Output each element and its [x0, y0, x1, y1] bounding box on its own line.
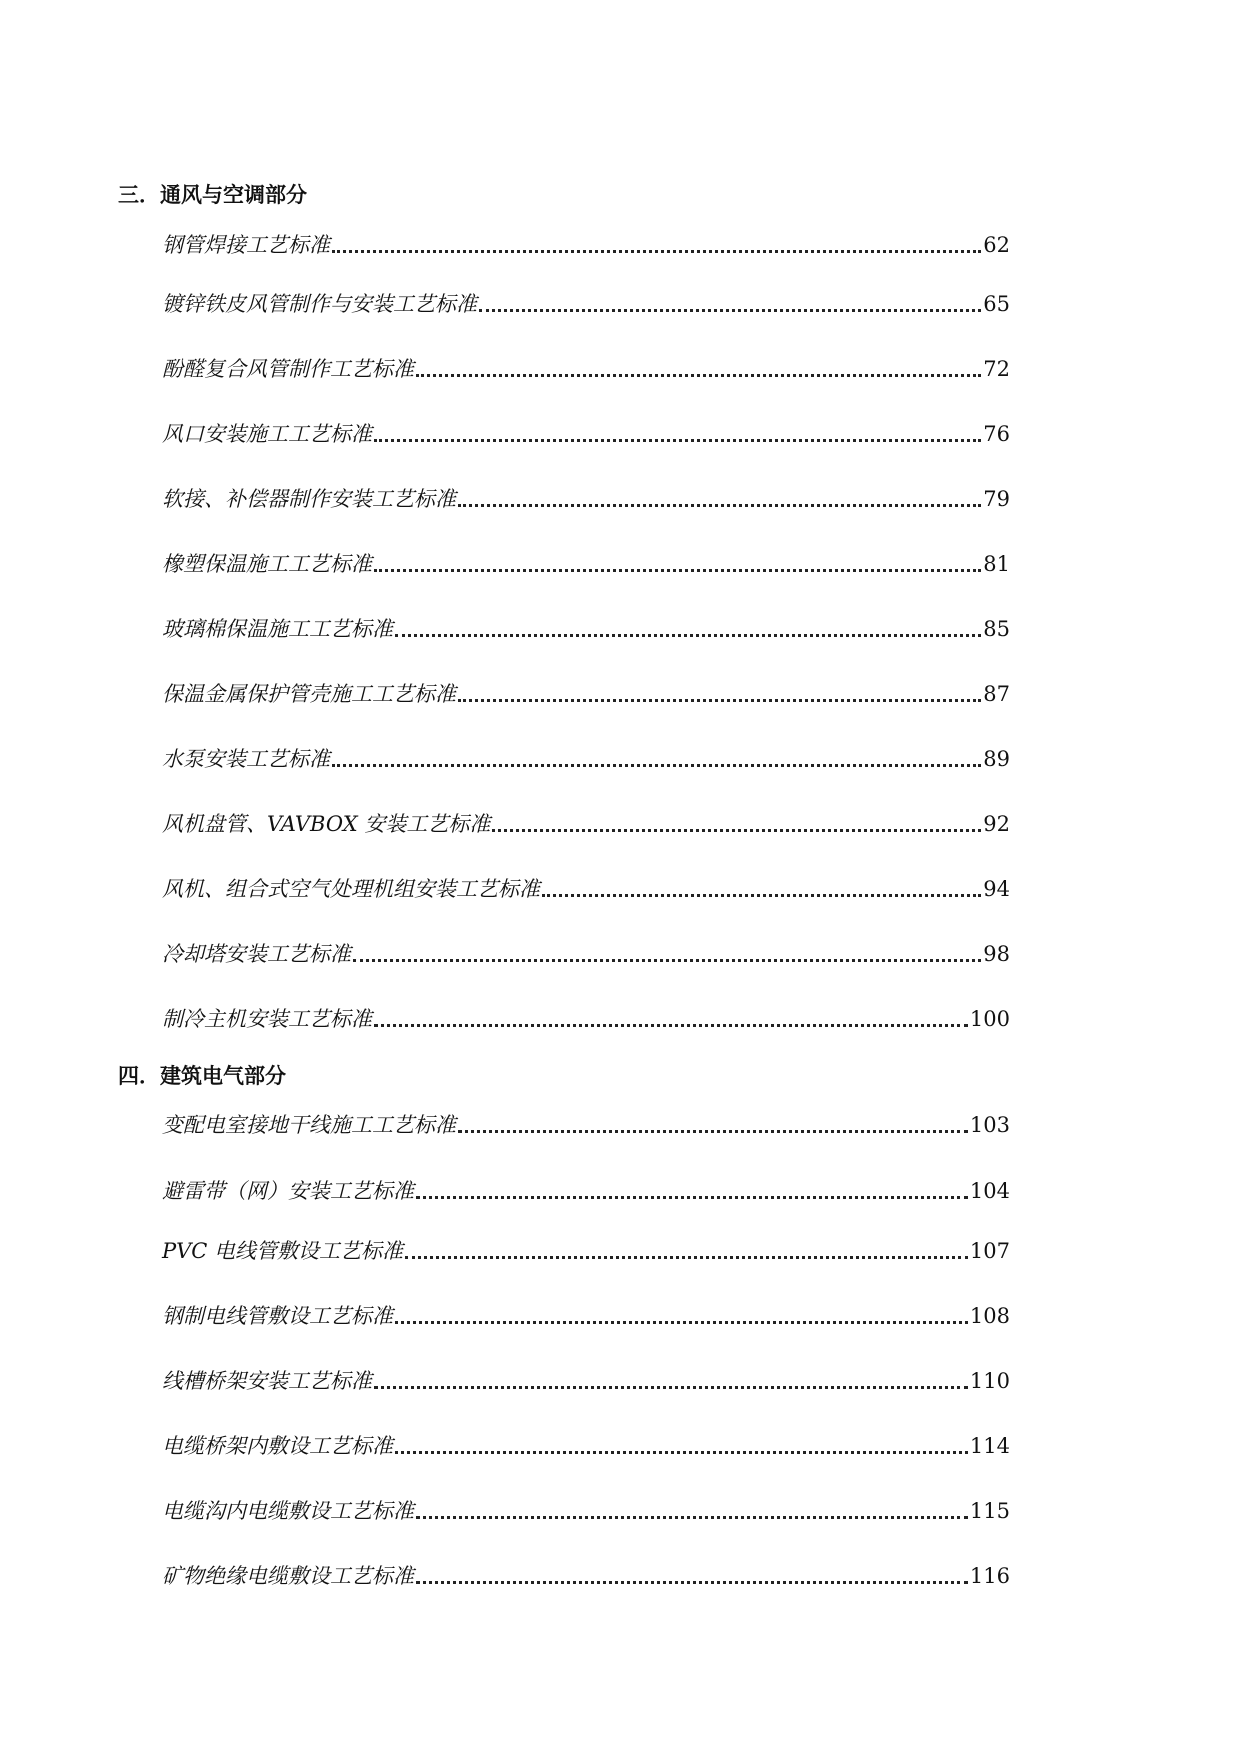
- toc-entry-page: 92: [983, 812, 1010, 836]
- toc-entry[interactable]: [162, 937, 1010, 969]
- toc-entry[interactable]: [162, 482, 1010, 514]
- toc-entry-page: 81: [983, 552, 1010, 576]
- section-heading: 四．建筑电气部分: [118, 1064, 286, 1088]
- toc-entry[interactable]: [162, 1299, 1010, 1331]
- toc-entry-page: 103: [969, 1113, 1010, 1137]
- toc-entry[interactable]: [162, 1494, 1010, 1526]
- toc-entry[interactable]: [162, 872, 1010, 904]
- toc-leader-dots: [458, 695, 981, 702]
- toc-leader-dots: [395, 1317, 968, 1324]
- toc-entry[interactable]: [162, 677, 1010, 709]
- toc-entry[interactable]: [162, 742, 1010, 774]
- toc-entry-page: 89: [983, 747, 1010, 771]
- toc-entry-page: 110: [969, 1369, 1010, 1393]
- section-hvac: [118, 180, 307, 210]
- toc-entry-title: 电缆沟内电缆敷设工艺标准: [162, 1499, 414, 1523]
- toc-entry-title: 避雷带（网）安装工艺标准: [162, 1179, 414, 1203]
- toc-entry-title: 电缆桥架内敷设工艺标准: [162, 1434, 393, 1458]
- toc-entry-page: 65: [983, 292, 1010, 316]
- toc-entry[interactable]: [162, 1429, 1010, 1461]
- toc-entry-title: 矿物绝缘电缆敷设工艺标准: [162, 1564, 414, 1588]
- toc-entry-page: 108: [969, 1304, 1010, 1328]
- toc-entry-title: 风口安装施工工艺标准: [162, 422, 372, 446]
- toc-entry-title: 风机盘管、VAVBOX 安装工艺标准: [162, 812, 491, 836]
- toc-leader-dots: [416, 1577, 968, 1584]
- toc-entry-page: 115: [969, 1499, 1010, 1523]
- toc-entry[interactable]: [162, 228, 1010, 260]
- toc-entry-page: 107: [969, 1239, 1010, 1263]
- toc-entry-title: 橡塑保温施工工艺标准: [162, 552, 372, 576]
- toc-entry-title: 软接、补偿器制作安装工艺标准: [162, 487, 456, 511]
- toc-entry-page: 94: [983, 877, 1010, 901]
- toc-leader-dots: [416, 370, 981, 377]
- toc-entry[interactable]: [162, 1364, 1010, 1396]
- toc-leader-dots: [492, 825, 981, 832]
- toc-entry-page: 85: [983, 617, 1010, 641]
- toc-leader-dots: [353, 955, 981, 962]
- toc-entry[interactable]: [162, 1108, 1010, 1140]
- toc-leader-dots: [458, 1126, 968, 1133]
- toc-entry-title: 钢制电线管敷设工艺标准: [162, 1304, 393, 1328]
- toc-entry-title: 风机、组合式空气处理机组安装工艺标准: [162, 877, 540, 901]
- section-heading: 三．通风与空调部分: [118, 183, 307, 207]
- toc-entry-page: 79: [983, 487, 1010, 511]
- toc-entry[interactable]: [162, 807, 1010, 839]
- toc-entry-page: 76: [983, 422, 1010, 446]
- toc-entry[interactable]: [162, 417, 1010, 449]
- toc-entry-title: 制冷主机安装工艺标准: [162, 1007, 372, 1031]
- toc-entry-page: 114: [969, 1434, 1010, 1458]
- toc-entry-page: 62: [983, 233, 1010, 257]
- toc-leader-dots: [395, 1447, 968, 1454]
- toc-leader-dots: [332, 760, 981, 767]
- toc-entry-title: 玻璃棉保温施工工艺标准: [162, 617, 393, 641]
- toc-entry[interactable]: [162, 1559, 1010, 1591]
- section-electrical: [118, 1061, 286, 1091]
- toc-entry-title: 镀锌铁皮风管制作与安装工艺标准: [162, 292, 477, 316]
- toc-leader-dots: [332, 246, 981, 253]
- toc-entry[interactable]: [162, 1174, 1010, 1206]
- toc-leader-dots: [374, 1020, 968, 1027]
- toc-entry[interactable]: [162, 1002, 1010, 1034]
- toc-entry-title: 冷却塔安装工艺标准: [162, 942, 351, 966]
- toc-entry[interactable]: [162, 1234, 1010, 1266]
- toc-entry-title: 保温金属保护管壳施工工艺标准: [162, 682, 456, 706]
- toc-entry-page: 87: [983, 682, 1010, 706]
- toc-entry-title: 线槽桥架安装工艺标准: [162, 1369, 372, 1393]
- toc-leader-dots: [479, 305, 981, 312]
- toc-leader-dots: [416, 1512, 968, 1519]
- toc-entry-page: 104: [969, 1179, 1010, 1203]
- toc-entry[interactable]: [162, 612, 1010, 644]
- toc-entry[interactable]: [162, 547, 1010, 579]
- toc-entry-page: 72: [983, 357, 1010, 381]
- toc-entry-title: 酚醛复合风管制作工艺标准: [162, 357, 414, 381]
- toc-leader-dots: [374, 435, 981, 442]
- toc-entry-title: 变配电室接地干线施工工艺标准: [162, 1113, 456, 1137]
- toc-entry-title: 水泵安装工艺标准: [162, 747, 330, 771]
- toc-leader-dots: [405, 1252, 968, 1259]
- toc-leader-dots: [416, 1192, 968, 1199]
- toc-leader-dots: [374, 565, 981, 572]
- toc-entry[interactable]: [162, 352, 1010, 384]
- toc-leader-dots: [374, 1382, 968, 1389]
- toc-entry-page: 116: [969, 1564, 1010, 1588]
- toc-entry-page: 98: [983, 942, 1010, 966]
- toc-leader-dots: [395, 630, 981, 637]
- toc-entry-title: 钢管焊接工艺标准: [162, 233, 330, 257]
- toc-leader-dots: [458, 500, 981, 507]
- toc-entry-page: 100: [969, 1007, 1010, 1031]
- toc-entry[interactable]: [162, 287, 1010, 319]
- toc-leader-dots: [542, 890, 981, 897]
- toc-entry-title: PVC 电线管敷设工艺标准: [162, 1239, 404, 1263]
